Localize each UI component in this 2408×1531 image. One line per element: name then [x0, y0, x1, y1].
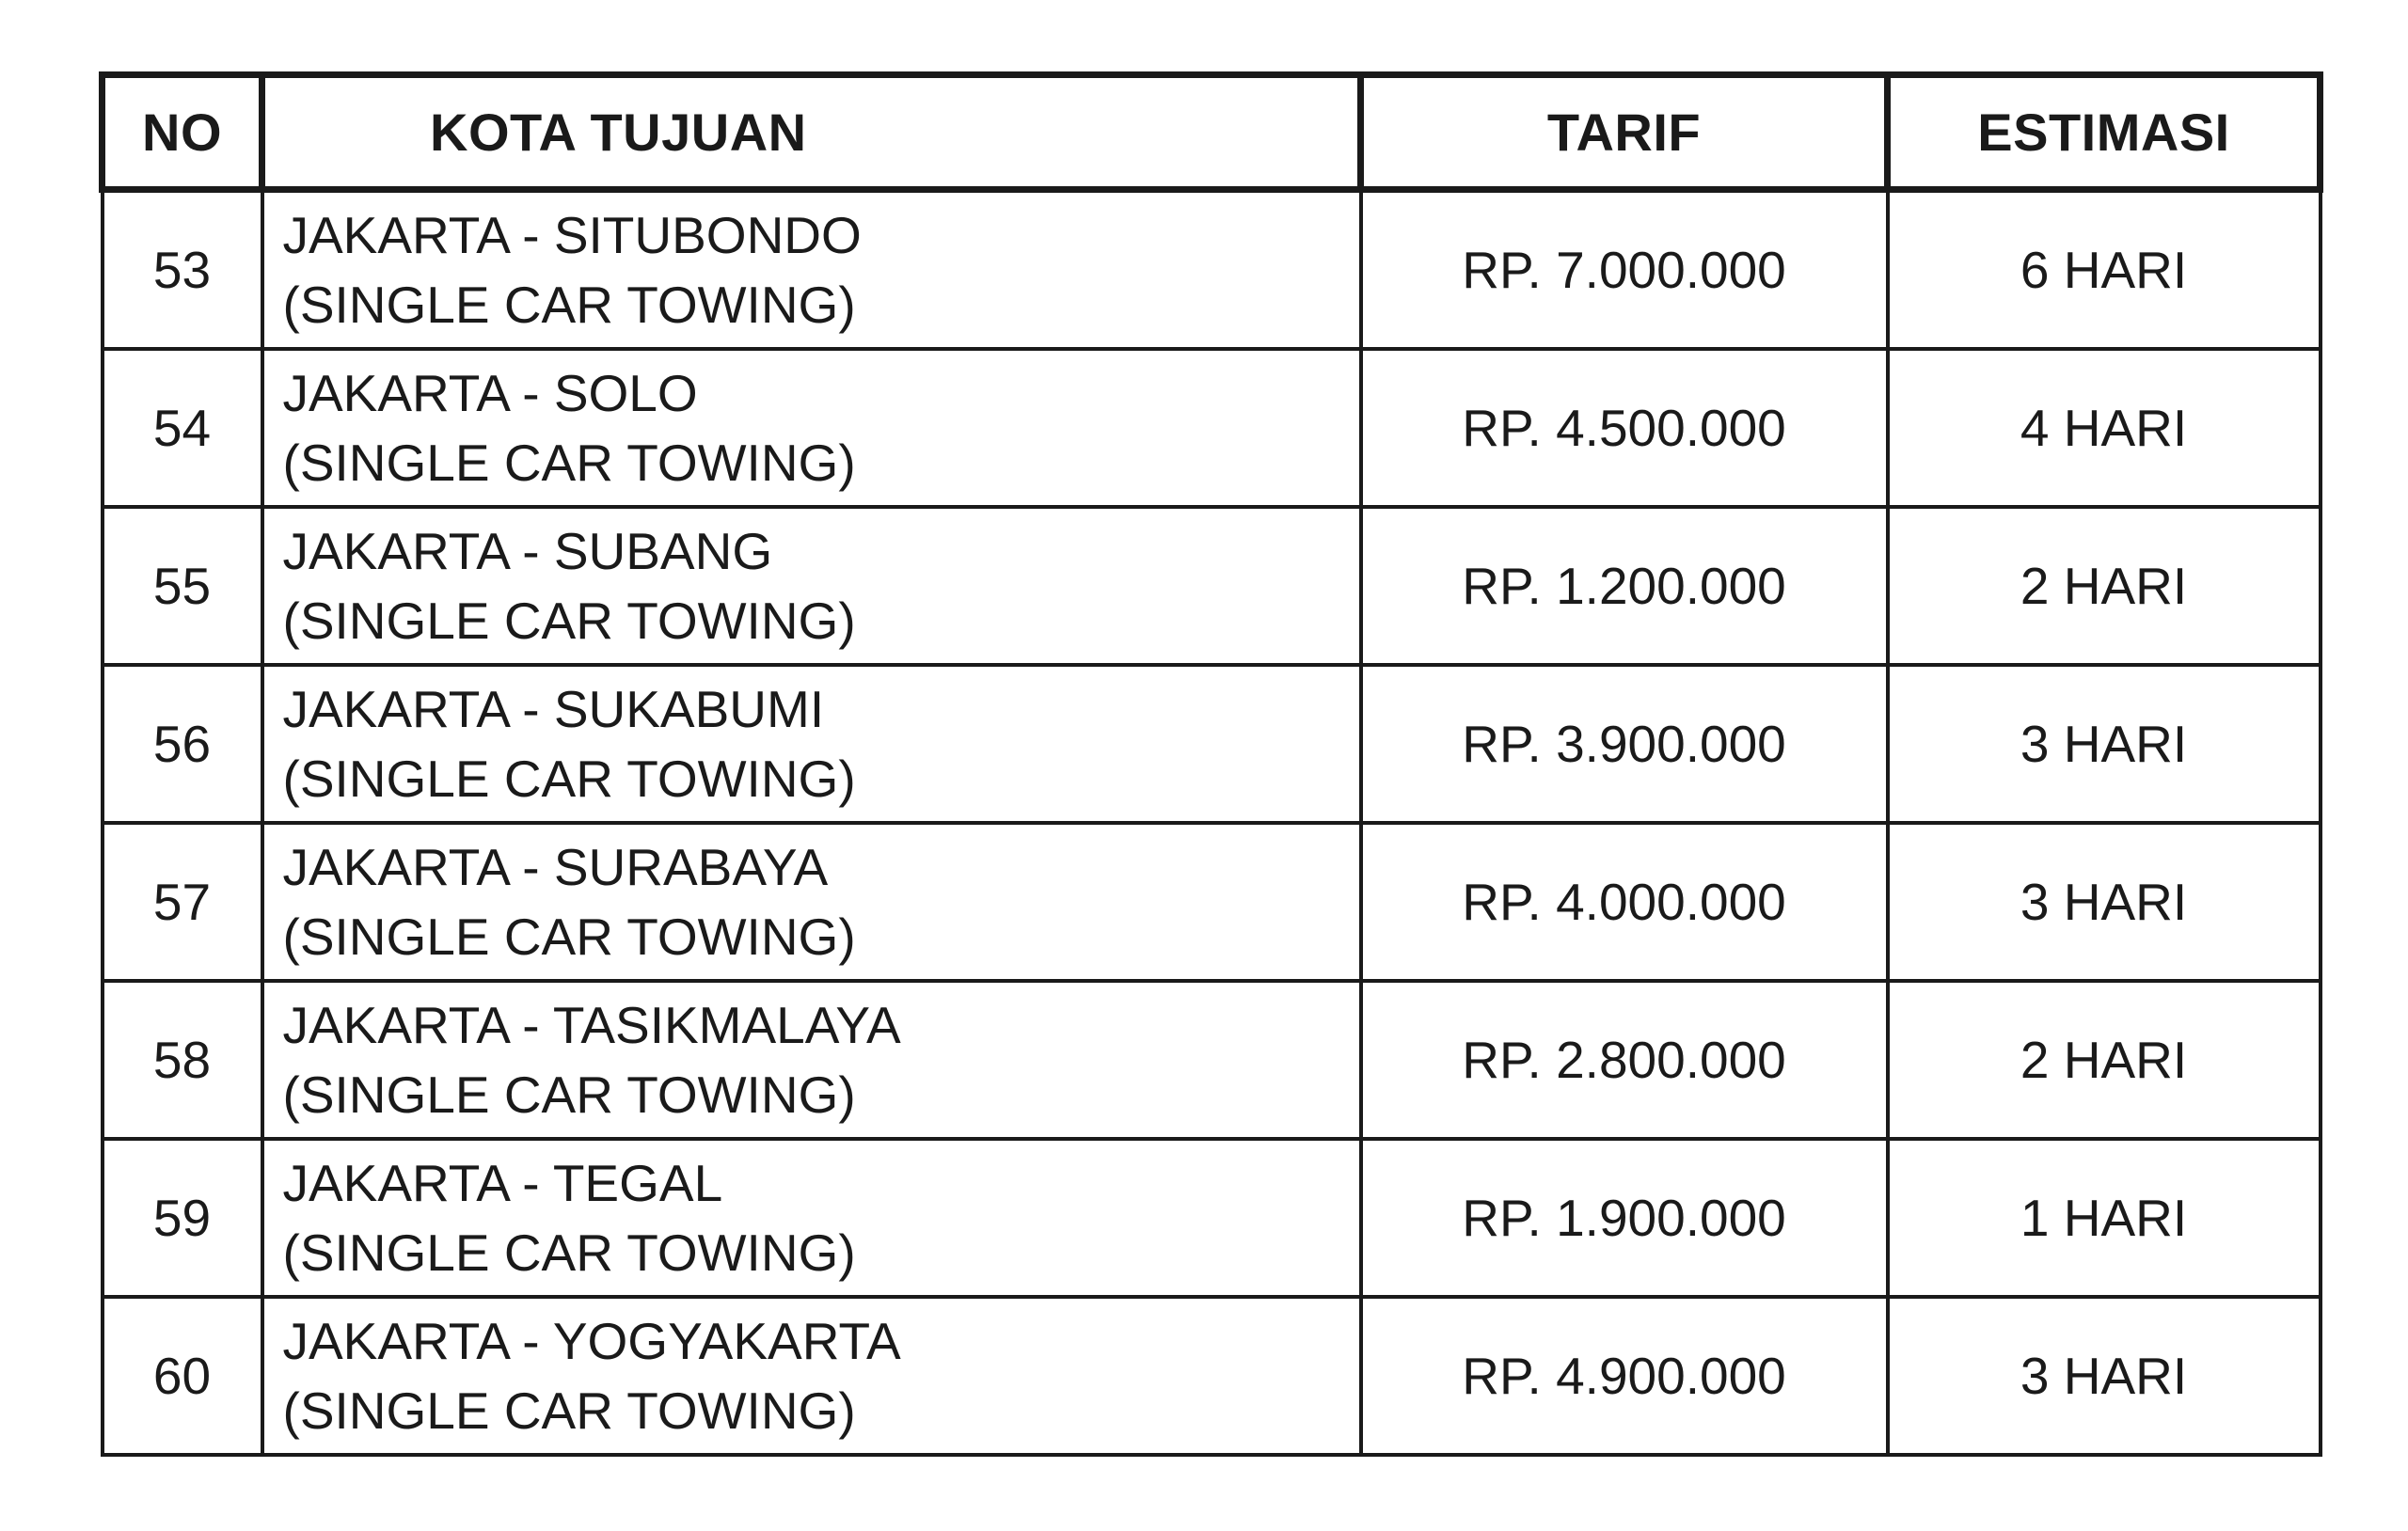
route-text: JAKARTA - SUKABUMI [282, 680, 825, 738]
cell-estimasi: 2 HARI [1888, 981, 2321, 1139]
table-row [103, 1297, 2321, 1455]
route-text: JAKARTA - SITUBONDO [282, 206, 862, 264]
cell-tarif: RP. 7.000.000 [1361, 190, 1888, 350]
cell-kota-tujuan [262, 349, 1361, 507]
header-kota-tujuan: KOTA TUJUAN [262, 75, 1361, 190]
cell-estimasi: 3 HARI [1888, 665, 2321, 823]
cell-estimasi: 1 HARI [1888, 1139, 2321, 1297]
cell-tarif: RP. 4.900.000 [1361, 1297, 1888, 1455]
table-header [103, 75, 2321, 190]
service-text: (SINGLE CAR TOWING) [282, 592, 856, 650]
cell-no: 60 [103, 1297, 262, 1455]
cell-no: 53 [103, 190, 262, 350]
cell-no: 57 [103, 823, 262, 981]
cell-estimasi: 6 HARI [1888, 190, 2321, 350]
table-body [103, 190, 2321, 1456]
service-text: (SINGLE CAR TOWING) [282, 908, 856, 966]
service-text: (SINGLE CAR TOWING) [282, 276, 856, 334]
cell-kota-tujuan [262, 507, 1361, 665]
service-text: (SINGLE CAR TOWING) [282, 750, 856, 808]
cell-kota-tujuan [262, 981, 1361, 1139]
cell-no: 56 [103, 665, 262, 823]
cell-no: 54 [103, 349, 262, 507]
route-text: JAKARTA - TEGAL [282, 1154, 723, 1212]
header-estimasi: ESTIMASI [1888, 75, 2321, 190]
route-text: JAKARTA - TASIKMALAYA [282, 996, 901, 1054]
header-no: NO [103, 75, 262, 190]
table-row [103, 823, 2321, 981]
header-row [103, 75, 2321, 190]
cell-kota-tujuan [262, 190, 1361, 350]
table-row [103, 507, 2321, 665]
table-row [103, 981, 2321, 1139]
cell-no: 55 [103, 507, 262, 665]
route-text: JAKARTA - SUBANG [282, 522, 773, 580]
cell-tarif: RP. 1.200.000 [1361, 507, 1888, 665]
cell-kota-tujuan [262, 1139, 1361, 1297]
table-row [103, 1139, 2321, 1297]
table-row [103, 190, 2321, 350]
cell-estimasi: 3 HARI [1888, 1297, 2321, 1455]
cell-estimasi: 3 HARI [1888, 823, 2321, 981]
cell-tarif: RP. 4.000.000 [1361, 823, 1888, 981]
cell-tarif: RP. 2.800.000 [1361, 981, 1888, 1139]
cell-kota-tujuan [262, 1297, 1361, 1455]
cell-tarif: RP. 4.500.000 [1361, 349, 1888, 507]
service-text: (SINGLE CAR TOWING) [282, 1381, 856, 1440]
table-row [103, 349, 2321, 507]
service-text: (SINGLE CAR TOWING) [282, 434, 856, 492]
route-text: JAKARTA - SURABAYA [282, 838, 829, 896]
cell-kota-tujuan [262, 665, 1361, 823]
table-row [103, 665, 2321, 823]
service-text: (SINGLE CAR TOWING) [282, 1065, 856, 1124]
service-text: (SINGLE CAR TOWING) [282, 1223, 856, 1282]
cell-estimasi: 4 HARI [1888, 349, 2321, 507]
header-tarif: TARIF [1361, 75, 1888, 190]
cell-tarif: RP. 3.900.000 [1361, 665, 1888, 823]
cell-tarif: RP. 1.900.000 [1361, 1139, 1888, 1297]
cell-no: 58 [103, 981, 262, 1139]
cell-kota-tujuan [262, 823, 1361, 981]
cell-no: 59 [103, 1139, 262, 1297]
cell-estimasi: 2 HARI [1888, 507, 2321, 665]
tarif-table [99, 71, 2323, 1457]
route-text: JAKARTA - YOGYAKARTA [282, 1312, 901, 1370]
route-text: JAKARTA - SOLO [282, 364, 698, 422]
